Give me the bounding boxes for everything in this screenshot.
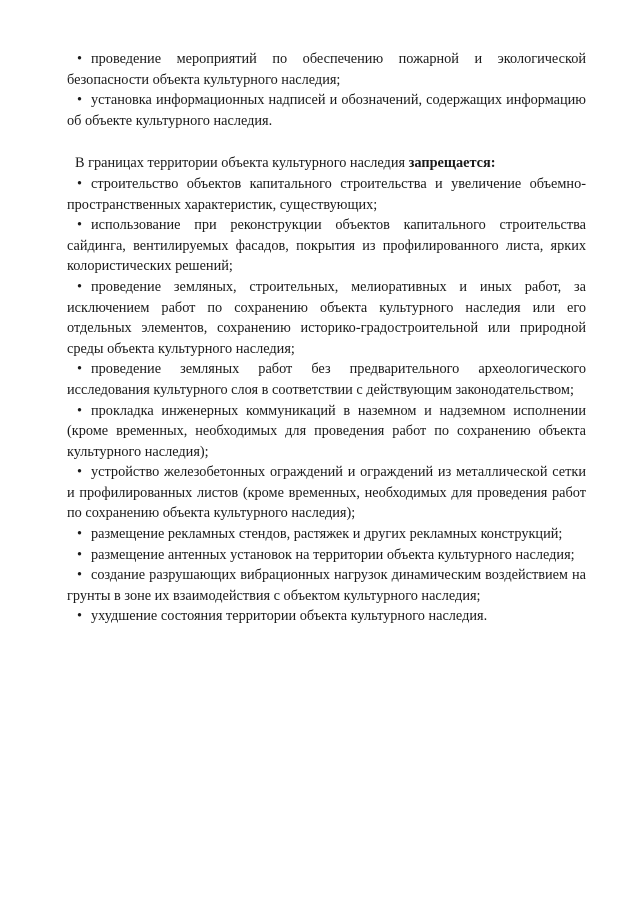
list-item-text: проведение земляных работ без предварительного археологического исследования культурного слоя в соответствии с действующим законодательством; [67,361,586,398]
list-item [67,524,586,545]
bullet-marker: • [77,51,83,67]
paragraph-gap [67,131,586,153]
list-item-text: создание разрушающих вибрационных нагрузок динамическим воздействием на грунты в зоне их взаимодействия с объектом культурного наследия; [67,567,586,604]
list-item-text: размещение антенных установок на территории объекта культурного наследия; [91,546,575,563]
bullet-marker: • [77,546,83,563]
list-item [67,359,586,400]
bullet-marker: • [77,464,83,481]
prohibited-actions-list [67,174,586,627]
list-item-text: установка информационных надписей и обозначений, содержащих информацию об объекте культурного наследия. [67,92,586,129]
bullet-marker: • [77,92,83,109]
bullet-marker: • [77,526,83,543]
document-body [67,49,586,627]
list-item [67,174,586,215]
list-item [67,401,586,463]
bullet-marker: • [77,278,83,295]
list-item [67,277,586,359]
list-item-text: прокладка инженерных коммуникаций в наземном и надземном исполнении (кроме временных, необходимых для проведения работ по сохранению объекта культурного наследия); [67,402,586,460]
list-item-text: ухудшение состояния территории объекта культурного наследия. [91,608,488,625]
list-item-text: строительство объектов капитального строительства и увеличение объемно-пространственных характеристик, существующих; [67,175,586,213]
list-item-text: устройство железобетонных ограждений и ограждений из металлической сетки и профилированных листов (кроме временных, необходимых для проведения работ по сохранению объекта культурного наследия); [67,464,586,522]
list-item [67,462,586,524]
list-item [67,49,586,90]
list-item [67,565,586,606]
list-item-text: размещение рекламных стендов, растяжек и других рекламных конструкций; [91,526,563,543]
list-item [67,606,586,627]
list-item [67,215,586,277]
bullet-marker: • [77,402,83,419]
prohibitions-heading-text: В границах территории объекта культурного наследия [75,155,406,172]
prohibitions-heading-bold: запрещается: [408,155,496,172]
bullet-marker: • [77,361,83,378]
prohibitions-heading [67,153,586,174]
list-item-text: проведение мероприятий по обеспечению пожарной и экологической безопасности объекта культурного наследия; [67,51,586,88]
permitted-actions-list [67,49,586,131]
list-item-text: проведение земляных, строительных, мелиоративных и иных работ, за исключением работ по сохранению объекта культурного наследия или его отдельных элементов, сохранению историко-градостроительной или природной среды объекта культурного наследия; [67,278,586,357]
list-item [67,90,586,131]
list-item [67,545,586,566]
bullet-marker: • [77,608,83,625]
list-item-text: использование при реконструкции объектов капитального строительства сайдинга, вентилируемых фасадов, покрытия из профилированного листа, ярких колористических решений; [67,217,586,275]
bullet-marker: • [77,217,83,234]
bullet-marker: • [77,175,83,192]
bullet-marker: • [77,567,83,584]
